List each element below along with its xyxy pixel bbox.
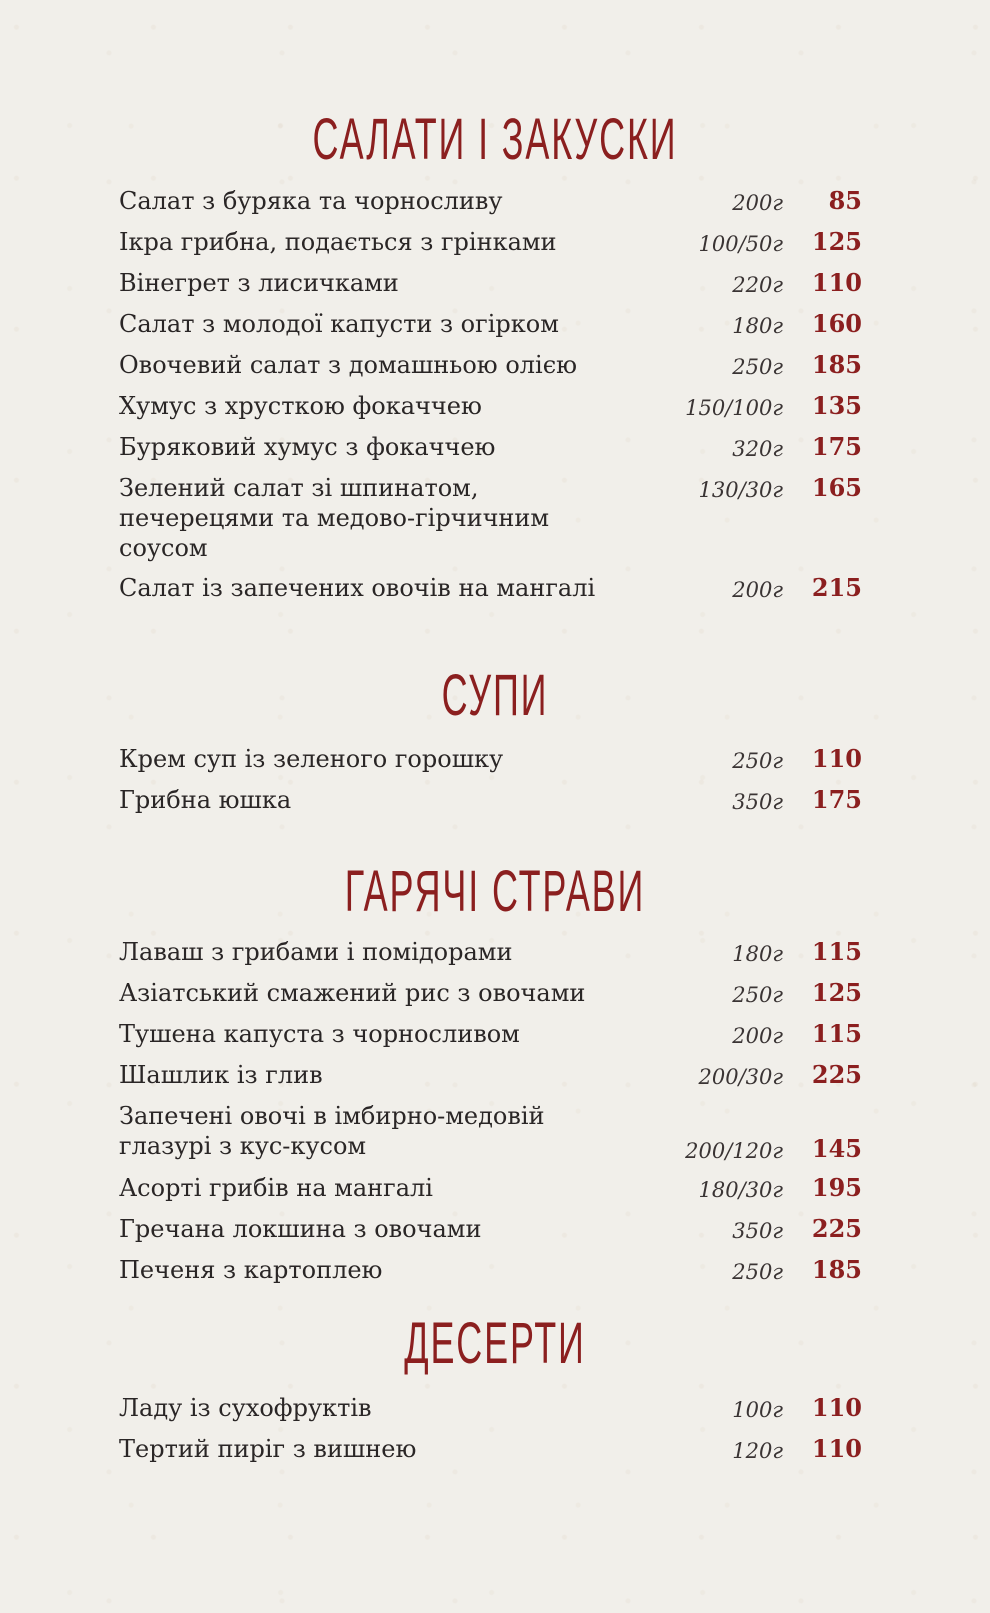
dish-name: Азіатський смажений рис з овочами: [119, 979, 586, 1007]
menu-item: [0, 785, 990, 826]
menu-item: [0, 227, 990, 268]
menu-item: [0, 432, 990, 473]
menu-item: [0, 1173, 990, 1214]
menu-item: [0, 1214, 990, 1255]
dish-name: Хумус з хрусткою фокаччею: [119, 392, 482, 420]
menu-item: [0, 268, 990, 309]
menu-item: [0, 391, 990, 432]
dish-weight: 250г: [732, 983, 783, 1007]
dish-price: 225: [811, 1060, 862, 1089]
section-title: ГАРЯЧІ СТРАВИ: [344, 859, 646, 924]
dish-price: 115: [811, 1019, 862, 1048]
section-hot-dishes: [0, 856, 990, 1296]
dish-weight: 150/100г: [685, 396, 783, 420]
menu-item: [0, 1255, 990, 1296]
dish-price: 175: [811, 785, 862, 814]
dish-name: Салат із запечених овочів на мангалі: [119, 574, 596, 602]
dish-name: Овочевий салат з домашньою олією: [119, 351, 578, 379]
dish-name: Зелений салат зі шпинатом, печерецями та медово-гірчичним соусом: [119, 474, 550, 562]
dish-weight: 180г: [732, 314, 783, 338]
dish-name: Тушена капуста з чорносливом: [119, 1020, 520, 1048]
menu-list: [0, 186, 990, 614]
dish-price: 165: [811, 473, 862, 502]
menu-item: [0, 350, 990, 391]
menu-item: [0, 1434, 990, 1475]
dish-price: 145: [811, 1134, 862, 1163]
dish-weight: 200г: [732, 1024, 783, 1048]
dish-price: 115: [811, 937, 862, 966]
menu-item: [0, 937, 990, 978]
menu-item: [0, 1101, 990, 1173]
dish-price: 110: [811, 268, 862, 297]
menu-item: [0, 473, 990, 573]
menu-item: [0, 1393, 990, 1434]
dish-name: Крем суп із зеленого горошку: [119, 745, 504, 773]
dish-price: 175: [811, 432, 862, 461]
dish-weight: 250г: [732, 1260, 783, 1284]
dish-name: Лаваш з грибами і помідорами: [119, 938, 513, 966]
dish-weight: 200г: [732, 578, 783, 602]
dish-price: 125: [811, 978, 862, 1007]
dish-weight: 350г: [732, 790, 783, 814]
dish-name: Асорті грибів на мангалі: [119, 1174, 433, 1202]
dish-price: 185: [811, 1255, 862, 1284]
dish-weight: 130/30г: [698, 478, 783, 502]
menu-item: [0, 1019, 990, 1060]
dish-name: Буряковий хумус з фокаччею: [119, 433, 496, 461]
section-title: САЛАТИ І ЗАКУСКИ: [312, 107, 678, 172]
dish-name: Гречана локшина з овочами: [119, 1215, 482, 1243]
dish-price: 110: [811, 1434, 862, 1463]
dish-price: 85: [828, 186, 862, 215]
menu-list: [0, 1393, 990, 1475]
section-title: СУПИ: [441, 663, 549, 728]
dish-weight: 250г: [732, 749, 783, 773]
menu-item: [0, 573, 990, 614]
dish-weight: 180/30г: [698, 1178, 783, 1202]
dish-price: 215: [811, 573, 862, 602]
dish-name: Шашлик із глив: [119, 1061, 323, 1089]
dish-name: Ладу із сухофруктів: [119, 1394, 372, 1422]
dish-price: 225: [811, 1214, 862, 1243]
dish-weight: 120г: [732, 1439, 783, 1463]
dish-price: 110: [811, 744, 862, 773]
dish-price: 160: [811, 309, 862, 338]
dish-price: 135: [811, 391, 862, 420]
dish-weight: 220г: [732, 273, 783, 297]
dish-weight: 200/30г: [698, 1065, 783, 1089]
menu-item: [0, 1060, 990, 1101]
menu-item: [0, 744, 990, 785]
dish-name: Грибна юшка: [119, 786, 292, 814]
dish-price: 110: [811, 1393, 862, 1422]
dish-weight: 350г: [732, 1219, 783, 1243]
dish-weight: 200г: [732, 191, 783, 215]
dish-name: Вінегрет з лисичками: [119, 269, 399, 297]
dish-weight: 250г: [732, 355, 783, 379]
dish-price: 185: [811, 350, 862, 379]
dish-price: 195: [811, 1173, 862, 1202]
section-soups: [0, 660, 990, 826]
menu-item: [0, 186, 990, 227]
dish-weight: 100г: [732, 1398, 783, 1422]
dish-name: Салат з молодої капусти з огірком: [119, 310, 559, 338]
dish-name: Печеня з картоплею: [119, 1256, 383, 1284]
dish-weight: 180г: [732, 942, 783, 966]
dish-name: Запечені овочі в імбирно-медовій глазурі з кус-кусом: [119, 1102, 545, 1160]
dish-price: 125: [811, 227, 862, 256]
dish-weight: 200/120г: [685, 1139, 783, 1163]
dish-name: Тертий пиріг з вишнею: [119, 1435, 417, 1463]
menu-list: [0, 937, 990, 1296]
menu-list: [0, 744, 990, 826]
section-salads: [0, 104, 990, 614]
dish-name: Ікра грибна, подається з грінками: [119, 228, 557, 256]
section-desserts: [0, 1308, 990, 1475]
menu-item: [0, 309, 990, 350]
menu-item: [0, 978, 990, 1019]
section-title: ДЕСЕРТИ: [404, 1311, 586, 1376]
dish-weight: 320г: [732, 437, 783, 461]
dish-weight: 100/50г: [698, 232, 783, 256]
dish-name: Салат з буряка та чорносливу: [119, 187, 503, 215]
